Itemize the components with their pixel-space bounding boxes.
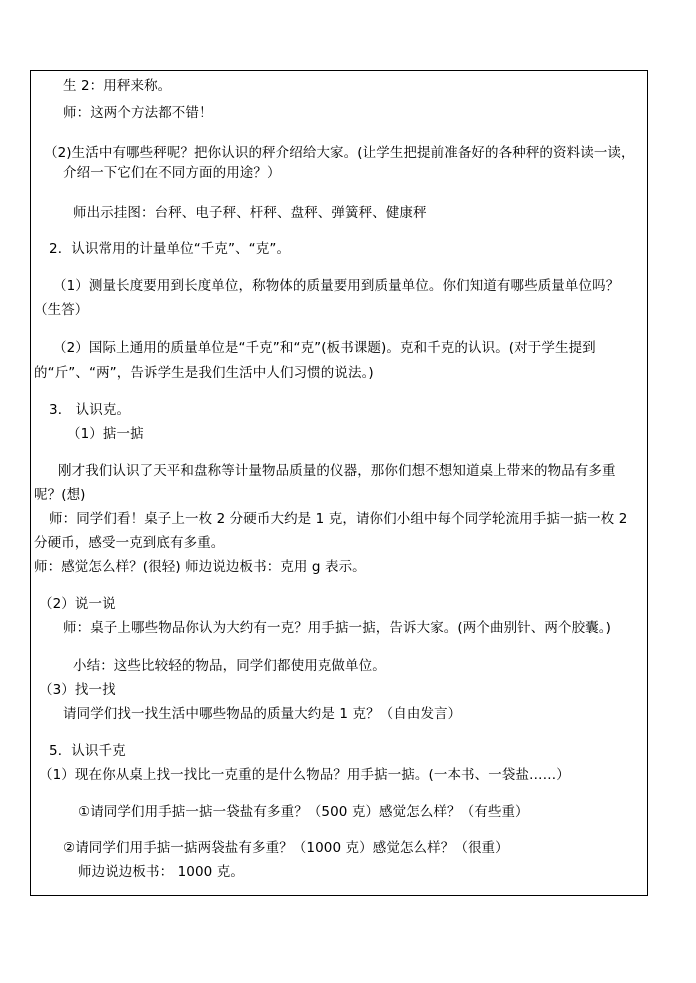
text-line: 请同学们找一找生活中哪些物品的质量大约是 1 克？（自由发言） bbox=[63, 706, 462, 722]
text-line: 分硬币，感受一克到底有多重。 bbox=[34, 535, 225, 551]
section-heading: 2．认识常用的计量单位“千克”、“克”。 bbox=[49, 241, 291, 257]
text-line: 师：同学们看！桌子上一枚 2 分硬币大约是 1 克，请你们小组中每个同学轮流用手掂一掂一枚 2 bbox=[49, 511, 628, 527]
text-line: 师：这两个方法都不错！ bbox=[63, 105, 213, 121]
text-line: 的“斤”、“两”，告诉学生是我们生活中人们习惯的说法。) bbox=[34, 365, 374, 381]
section-heading: 3． 认识克。 bbox=[49, 402, 131, 418]
text-line: 生 2：用秤来称。 bbox=[63, 78, 172, 94]
subsection-heading: （3）找一找 bbox=[39, 682, 116, 698]
section-heading: 5．认识千克 bbox=[49, 743, 126, 759]
text-line: （生答） bbox=[34, 302, 89, 318]
text-line: 介绍一下它们在不同方面的用途？） bbox=[63, 165, 281, 181]
subsection-heading: （2）说一说 bbox=[39, 596, 116, 612]
list-item: ①请同学们用手掂一掂一袋盐有多重？（500 克）感觉怎么样？（有些重） bbox=[78, 804, 529, 820]
text-line: 刚才我们认识了天平和盘称等计量物品质量的仪器，那你们想不想知道桌上带来的物品有多重 bbox=[58, 463, 616, 479]
text-line: （1）现在你从桌上找一找比一克重的是什么物品？用手掂一掂。(一本书、一袋盐……） bbox=[39, 767, 570, 783]
text-line: （2）国际上通用的质量单位是“千克”和“克”(板书课题)。克和千克的认识。(对于学生提到 bbox=[53, 340, 596, 356]
text-line: 师出示挂图：台秤、电子秤、杆秤、盘秤、弹簧秤、健康秤 bbox=[73, 205, 427, 221]
text-line: 师：感觉怎么样？(很轻) 师边说边板书：克用 g 表示。 bbox=[34, 559, 366, 575]
text-line: 小结：这些比较轻的物品，同学们都使用克做单位。 bbox=[73, 658, 386, 674]
text-line: （2)生活中有哪些秤呢？把你认识的秤介绍给大家。(让学生把提前准备好的各种秤的资料读一读， bbox=[44, 145, 635, 161]
text-line: 呢？(想) bbox=[34, 487, 86, 503]
list-item: ②请同学们用手掂一掂两袋盐有多重？（1000 克）感觉怎么样？（很重） bbox=[63, 840, 509, 856]
text-line: 师：桌子上哪些物品你认为大约有一克？用手掂一掂，告诉大家。(两个曲别针、两个胶囊。) bbox=[63, 620, 611, 636]
text-line: 师边说边板书： 1000 克。 bbox=[78, 864, 244, 880]
subsection-heading: （1）掂一掂 bbox=[67, 426, 144, 442]
text-line: （1）测量长度要用到长度单位，称物体的质量要用到质量单位。你们知道有哪些质量单位吗？ bbox=[53, 278, 620, 294]
